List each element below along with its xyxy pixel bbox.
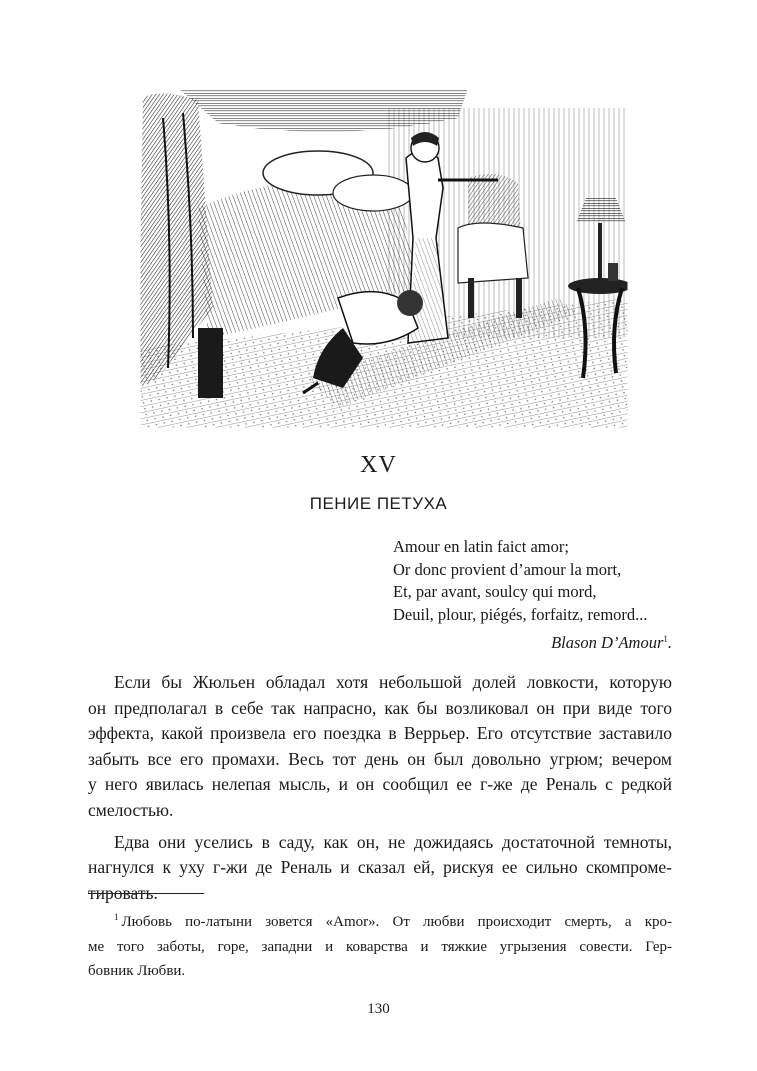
text-line: забыть все его промахи. Весь тот день он был довольно угрюм; вечером <box>88 748 672 769</box>
text-line: он предполагал в себе так напрасно, как бы возликовал он при виде того <box>88 697 672 718</box>
body-text <box>88 670 672 906</box>
footnote-marker: 1 <box>114 912 119 922</box>
footnote <box>88 905 672 984</box>
text-line: нагнулся к уху г-жи де Реналь и сказал ей, рискуя ее сильно скомпроме- <box>88 857 672 878</box>
epigraph-line: Amour en latin faict amor; <box>393 537 569 556</box>
epigraph-source-text: Blason D’Amour <box>551 633 664 652</box>
engraving-illustration <box>138 88 630 430</box>
footnote-reference[interactable]: 1 <box>663 634 668 644</box>
epigraph-source: Blason D’Amour$^1$. <box>551 633 672 652</box>
footnote-line: бовник Любви. <box>88 963 186 979</box>
footnote-divider <box>88 893 204 894</box>
epigraph-line: Deuil, plour, piégés, forfaitz, remord... <box>393 604 648 624</box>
text-line: Если бы Жюльен обладал хотя небольшой долей ловкости, которую <box>114 672 672 692</box>
text-line: смелостью. <box>88 799 174 820</box>
footnote-line <box>88 905 672 935</box>
text-line: эффекта, какой произвела его поездка в Веррьер. Его отсутствие заставило <box>88 723 672 744</box>
footnote-line: ме того заботы, горе, западни и коварства и тяжкие угрызения совести. Гер- <box>88 938 672 955</box>
epigraph <box>393 536 678 655</box>
footnote-text: Любовь по-латыни зовется «Amor». От любви происходит смерть, а кро- <box>121 914 672 930</box>
page-number: 130 <box>367 1001 390 1017</box>
epigraph-line: Et, par avant, soulcy qui mord, <box>393 582 597 601</box>
text-line: Едва они уселись в саду, как он, не дожидаясь достаточной темноты, <box>114 831 672 852</box>
epigraph-line: Or donc provient d’amour la mort, <box>393 559 622 579</box>
text-line: тировать. <box>88 882 158 903</box>
chapter-number: XV <box>360 452 397 478</box>
chapter-title: ПЕНИЕ ПЕТУХА <box>309 494 448 513</box>
text-line: у него явилась нелепая мысль, и он сообщил ее г-же де Реналь с редкой <box>88 774 672 795</box>
